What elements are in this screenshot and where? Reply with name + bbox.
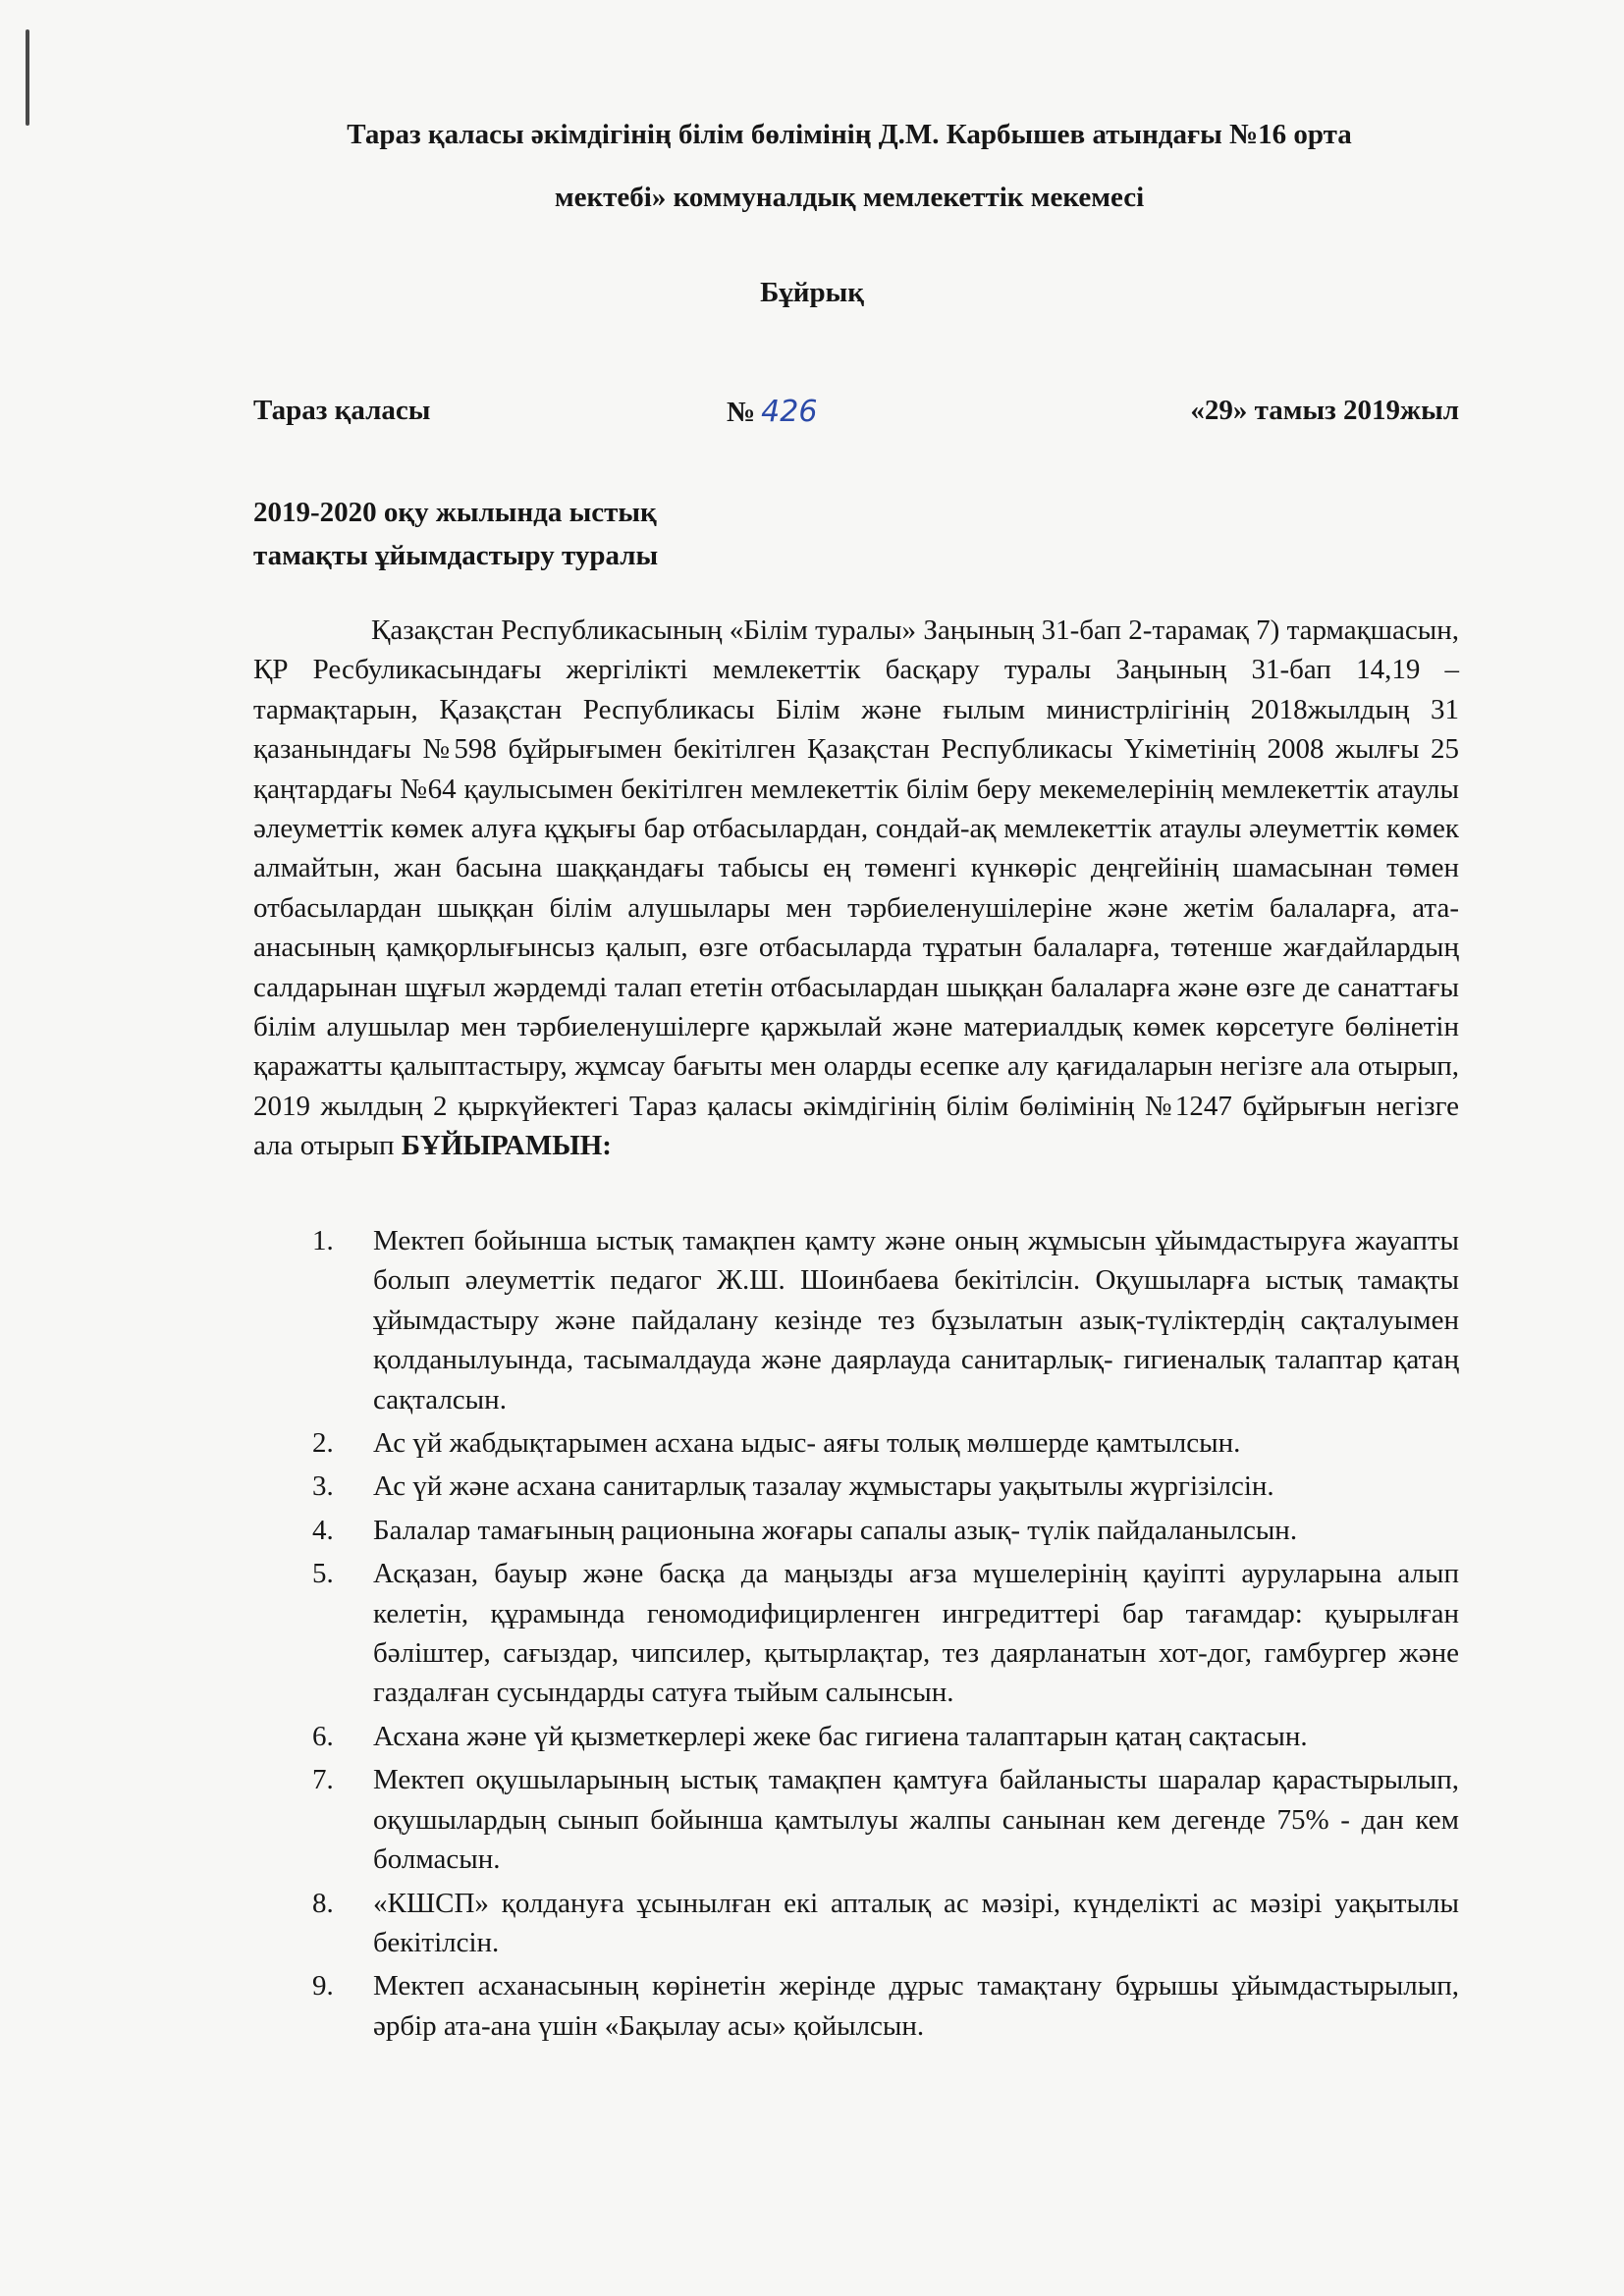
- list-item: [312, 1511, 1459, 1550]
- city-label: Тараз қаласы: [253, 395, 431, 426]
- order-meta: [253, 395, 1459, 434]
- document-header: [245, 103, 1453, 229]
- list-item: [312, 1221, 1459, 1419]
- list-item-number: 2.: [312, 1427, 334, 1460]
- header-line-2: мектебі» коммуналдық мемлекеттік мекемесі: [554, 182, 1145, 213]
- list-item-number: 3.: [312, 1470, 334, 1503]
- list-item-text: Асхана және үй қызметкерлері жеке бас гигиена талаптарын қатаң сақтасын.: [373, 1720, 1308, 1752]
- order-items-list: [312, 1221, 1459, 2050]
- list-item-number: 9.: [312, 1970, 334, 2002]
- punch-mark: [26, 29, 29, 126]
- list-item-number: 6.: [312, 1720, 334, 1752]
- list-item: [312, 1467, 1459, 1506]
- order-number: [727, 395, 817, 429]
- list-item: [312, 1966, 1459, 2046]
- decree-word: БҰЙЫРАМЫН:: [401, 1130, 612, 1162]
- list-item-number: 1.: [312, 1225, 334, 1256]
- subject-line-2: тамақты ұйымдастыру туралы: [253, 540, 659, 571]
- order-subject: [253, 491, 842, 577]
- list-item: [312, 1884, 1459, 1963]
- list-item: [312, 1717, 1459, 1756]
- list-item-number: 4.: [312, 1514, 334, 1546]
- header-line-1: Тараз қаласы әкімдігінің білім бөлімінің Д.М. Карбышев атындағы №16 орта: [347, 119, 1352, 150]
- list-item-text: Ас үй және асхана санитарлық тазалау жұмыстары уақытылы жүргізілсін.: [373, 1470, 1274, 1503]
- list-item-text: Балалар тамағының рационына жоғары сапалы азық- түлік пайдаланылсын.: [373, 1514, 1298, 1546]
- order-date: «29» тамыз 2019жыл: [1190, 395, 1459, 426]
- list-item-number: 7.: [312, 1764, 334, 1796]
- list-item-text: Ас үй жабдықтарымен асхана ыдыс- аяғы толық мөлшерде қамтылсын.: [373, 1427, 1241, 1460]
- list-item-number: 5.: [312, 1558, 334, 1590]
- subject-line-1: 2019-2020 оқу жылында ыстық: [253, 497, 657, 528]
- preamble-paragraph: [253, 611, 1459, 1166]
- order-title: Бұйрық: [760, 277, 864, 308]
- list-item: [312, 1423, 1459, 1463]
- number-label: №: [727, 397, 756, 428]
- list-item-text: Асқазан, бауыр және басқа да маңызды ағза мүшелерінің қауіпті ауруларына алып келетін, құрамында геномодифицирленген ингредиттері бар тағамдар: қуырылған бәліштер, сағыздар, чипсилер, қытырлақтар, тез даярланатын хот-дог, гамбургер және газдалған сусындарды сатуға тыйым салынсын.: [373, 1558, 1459, 1709]
- handwritten-number: 426: [761, 395, 818, 429]
- list-item-text: Мектеп бойынша ыстық тамақпен қамту және оның жұмысын ұйымдастыруға жауапты болып әлеуметтік педагог Ж.Ш. Шоинбаева бекітілсін. Оқушыларға ыстық тамақты ұйымдастыру және пайдалану кезінде тез бұзылатын азық-түліктердің сақталуымен қолданылуында, тасымалдауда және даярлауда санитарлық- гигиеналық талаптар қатаң сақталсын.: [373, 1225, 1459, 1415]
- list-item-number: 8.: [312, 1887, 334, 1919]
- list-item: [312, 1760, 1459, 1879]
- list-item-text: «КШСП» қолдануға ұсынылған екі апталық ас мәзірі, күнделікті ас мәзірі уақытылы бекітілсін.: [373, 1887, 1459, 1958]
- list-item-text: Мектеп оқушыларының ыстық тамақпен қамтуға байланысты шаралар қарастырылып, оқушылардың сынып бойынша қамтылуы жалпы санынан кем дегенде 75% - дан кем болмасын.: [373, 1764, 1459, 1876]
- list-item: [312, 1554, 1459, 1713]
- preamble-text: Қазақстан Республикасының «Білім туралы» Заңының 31-бап 2-тарамақ 7) тармақшасын, ҚР Ресбуликасындағы жергілікті мемлекеттік басқару туралы Заңының 31-бап 14,19 –тармақтарын, Қазақстан Республикасы Білім және ғылым министрлігінің 2018жылдың 31 қазанындағы №598 бұйрығымен бекітілген Қазақстан Республикасы Үкіметінің 2008 жылғы 25 қаңтардағы №64 қаулысымен бекітілген мемлекеттік білім беру мекемелерінің мемлекеттік атаулы әлеуметтік көмек алуға құқығы бар отбасылардан, сондай-ақ мемлекеттік атаулы әлеуметтік көмек алмайтын, жан басына шаққандағы табысы ең төменгі күнкөріс деңгейінің шамасынан төмен отбасылардан шыққан білім алушылары мен тәрбиеленушілеріне және жетім балаларға, ата-анасының қамқорлығынсыз қалып, өзге отбасыларда тұратын балаларға, төтенше жағдайлардың салдарынан шұғыл жәрдемді талап ететін отбасылардан шыққан балаларға және өзге де санаттағы білім алушылар мен тәрбиеленушілерге қаржылай және материалдық көмек көрсетуге бөлінетін қаражатты қалыптастыру, жұмсау бағыты мен оларды есепке алу қағидаларын негізге ала отырып, 2019 жылдың 2 қыркүйектегі Тараз қаласы әкімдігінің білім бөлімінің №1247 бұйрығын негізге ала отырып: [253, 614, 1459, 1162]
- list-item-text: Мектеп асханасының көрінетін жерінде дұрыс тамақтану бұрышы ұйымдастырылып, әрбір ата-ана үшін «Бақылау асы» қойылсын.: [373, 1970, 1459, 2042]
